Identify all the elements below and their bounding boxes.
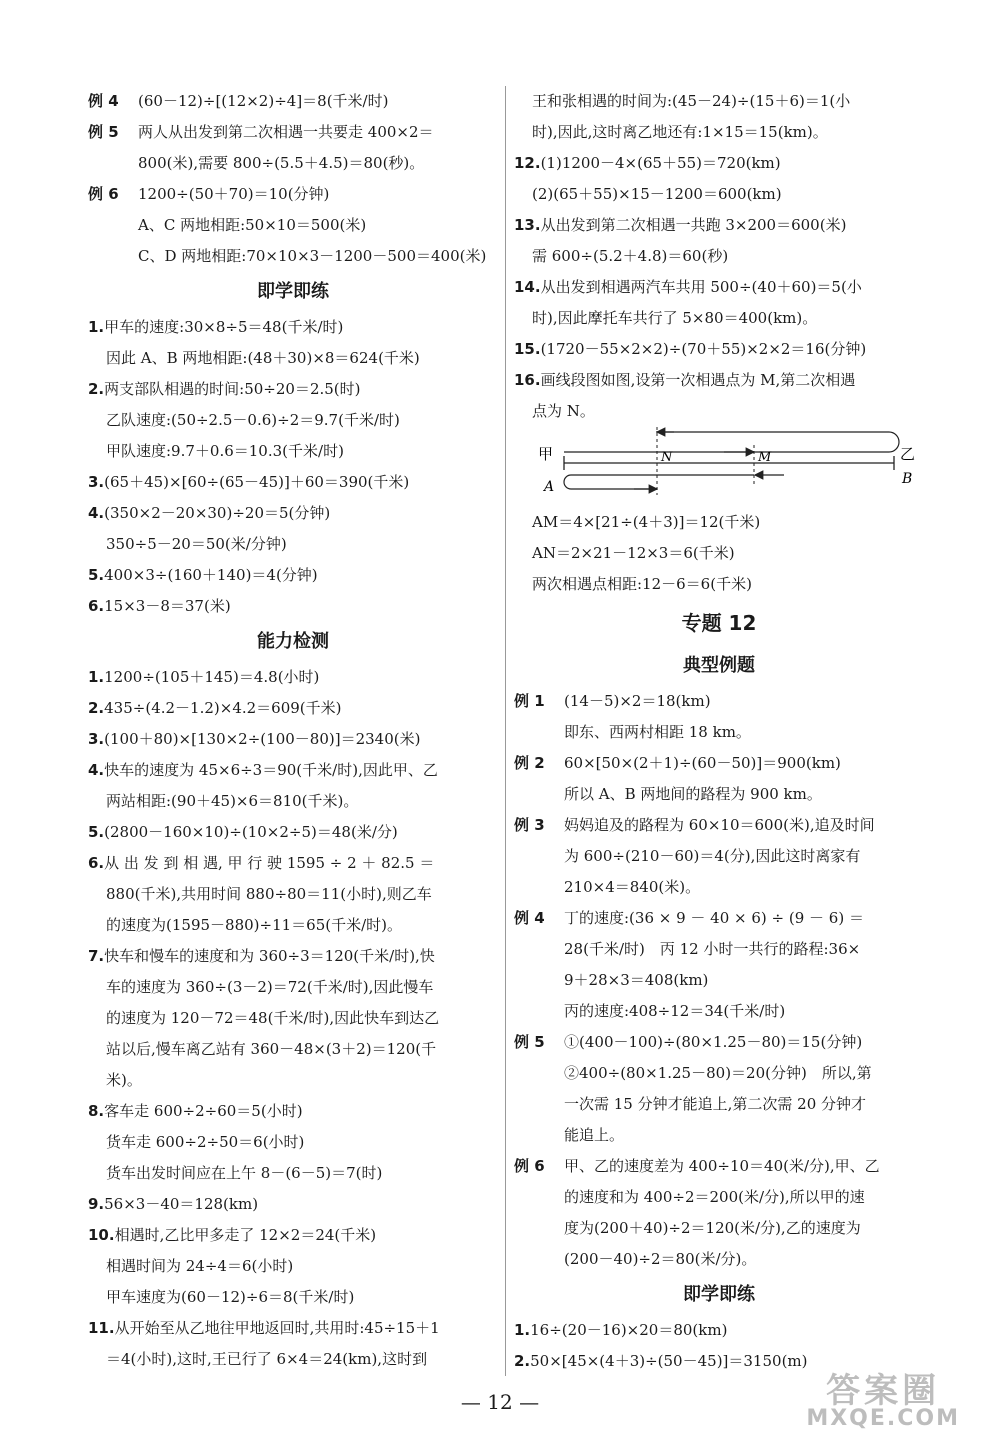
- topic-heading: 专题 12: [681, 611, 757, 635]
- label-a: A: [544, 479, 555, 495]
- watermark-text: 答案圈: [826, 1371, 941, 1411]
- text-line: 甲队速度:9.7＋0.6＝10.3(千米/时): [106, 442, 344, 460]
- item-number: 16.: [514, 371, 541, 389]
- text-line: 28(千米/时) 丙 12 小时一共行的路程:36×: [564, 940, 861, 958]
- answer-5: [88, 560, 498, 591]
- text: (60－12)÷[(12×2)÷4]＝8(千米/时): [138, 92, 389, 110]
- item-number: 7.: [88, 947, 105, 965]
- text-line: 货车走 600÷2÷50＝6(小时): [106, 1133, 305, 1151]
- text-line: 为 600÷(210－60)＝4(分),因此这时离家有: [564, 847, 861, 865]
- watermark-logo: [806, 1371, 960, 1431]
- text: (1720－55×2×2)÷(70＋55)×2×2＝16(分钟): [540, 340, 867, 358]
- item-number: 1.: [88, 668, 105, 686]
- example-label: 例 5: [514, 1033, 545, 1051]
- text-line: 甲车速度为(60－12)÷6＝8(千米/时): [106, 1288, 355, 1306]
- example-label: 例 6: [514, 1157, 545, 1175]
- text-line: 车的速度为 360÷(3－2)＝72(千米/时),因此慢车: [106, 978, 434, 996]
- example-6: [514, 1151, 924, 1182]
- text-line: 的速度为 120－72＝48(千米/时),因此快车到达乙: [106, 1009, 440, 1027]
- item-number: 10.: [88, 1226, 115, 1244]
- text-line: 货车出发时间应在上午 8－(6－5)＝7(时): [106, 1164, 383, 1182]
- example-label: 例 3: [514, 816, 545, 834]
- answer-14: [514, 272, 924, 303]
- example-5: [514, 1027, 924, 1058]
- example-2: [514, 748, 924, 779]
- item-number: 8.: [88, 1102, 105, 1120]
- text: (350×2－20×30)÷20＝5(分钟): [104, 504, 331, 522]
- item-number: 14.: [514, 278, 541, 296]
- answer-2: [88, 693, 498, 724]
- path-yi: [564, 432, 899, 452]
- item-number: 13.: [514, 216, 541, 234]
- item-number: 6.: [88, 597, 105, 615]
- text: 从开始至从乙地往甲地返回时,共用时:45÷15＋1: [114, 1319, 440, 1337]
- text-line: 时),因此,这时离乙地还有:1×15＝15(km)。: [532, 123, 828, 141]
- left-column: [88, 86, 498, 1375]
- text: 快车和慢车的速度和为 360÷3＝120(千米/时),快: [104, 947, 435, 965]
- example-4: [88, 86, 498, 117]
- answer-15: [514, 334, 924, 365]
- item-number: 2.: [88, 699, 105, 717]
- answer-1: [514, 1315, 924, 1346]
- label-b: B: [902, 471, 913, 487]
- answer-2: [88, 374, 498, 405]
- answer-3: [88, 724, 498, 755]
- item-number: 2.: [514, 1352, 531, 1370]
- item-number: 3.: [88, 730, 105, 748]
- text: 客车走 600÷2÷60＝5(小时): [104, 1102, 303, 1120]
- text-line: 米)。: [106, 1071, 142, 1089]
- page-number: — 12 —: [460, 1390, 540, 1414]
- answer-13: [514, 210, 924, 241]
- answer-8: [88, 1096, 498, 1127]
- text-line: 350÷5－20＝50(米/分钟): [106, 535, 287, 553]
- text: 1200÷(50＋70)＝10(分钟): [138, 185, 330, 203]
- item-number: 2.: [88, 380, 105, 398]
- example-label: 例 2: [514, 754, 545, 772]
- text-line: 点为 N。: [532, 402, 595, 420]
- text-line: 一次需 15 分钟才能追上,第二次需 20 分钟才: [564, 1095, 867, 1113]
- watermark-url: MXQE.COM: [806, 1406, 960, 1431]
- answer-6: [88, 848, 498, 879]
- item-number: 6.: [88, 854, 105, 872]
- answer-3: [88, 467, 498, 498]
- label-jia: 甲: [538, 445, 554, 463]
- text-line: 王和张相遇的时间为:(45－24)÷(15＋6)＝1(小: [532, 92, 851, 110]
- text: ①(400－100)÷(80×1.25－80)＝15(分钟): [564, 1033, 863, 1051]
- text: 435÷(4.2－1.2)×4.2＝609(千米): [104, 699, 342, 717]
- text: 50×[45×(4＋3)÷(50－45)]＝3150(m): [530, 1352, 808, 1370]
- text: 56×3－40＝128(km): [104, 1195, 259, 1213]
- text: (14－5)×2＝18(km): [564, 692, 711, 710]
- answer-12: [514, 148, 924, 179]
- text-line: ＝4(小时),这时,王已行了 6×4＝24(km),这时到: [106, 1350, 428, 1368]
- text-line: 相遇时间为 24÷4＝6(小时): [106, 1257, 294, 1275]
- answer-5: [88, 817, 498, 848]
- text-line: 度为(200＋40)÷2＝120(米/分),乙的速度为: [564, 1219, 861, 1237]
- text-line: 站以后,慢车离乙站有 360－48×(3＋2)＝120(千: [106, 1040, 437, 1058]
- answer-7: [88, 941, 498, 972]
- path-jia: [564, 475, 754, 489]
- text: 60×[50×(2＋1)÷(60－50)]＝900(km): [564, 754, 841, 772]
- text-line: 880(千米),共用时间 880÷80＝11(小时),则乙车: [106, 885, 432, 903]
- section-heading: 即学即练: [257, 281, 329, 302]
- item-number: 1.: [514, 1321, 531, 1339]
- text-line: 所以 A、B 两地间的路程为 900 km。: [564, 785, 822, 803]
- answer-4: [88, 498, 498, 529]
- label-n: N: [661, 450, 673, 465]
- example-4: [514, 903, 924, 934]
- text: 两支部队相遇的时间:50÷20＝2.5(时): [104, 380, 361, 398]
- text: 从出发到相遇两汽车共用 500÷(40＋60)＝5(小: [540, 278, 862, 296]
- line-segment-diagram: [514, 427, 924, 507]
- example-label: 例 5: [88, 123, 119, 141]
- text-line: AN＝2×21－12×3＝6(千米): [532, 544, 735, 562]
- text-line: 因此 A、B 两地相距:(48＋30)×8＝624(千米): [106, 349, 420, 367]
- text-line: 800(米),需要 800÷(5.5＋4.5)＝80(秒)。: [138, 154, 425, 172]
- text: 1200÷(105＋145)＝4.8(小时): [104, 668, 320, 686]
- section-heading: 能力检测: [257, 631, 329, 652]
- text-line: 210×4＝840(米)。: [564, 878, 701, 896]
- text-line: 需 600÷(5.2＋4.8)＝60(秒): [532, 247, 729, 265]
- answer-1: [88, 662, 498, 693]
- item-number: 12.: [514, 154, 541, 172]
- text: 快车的速度为 45×6÷3＝90(千米/时),因此甲、乙: [104, 761, 438, 779]
- column-divider: [505, 86, 506, 1376]
- example-6: [88, 179, 498, 210]
- item-number: 4.: [88, 504, 105, 522]
- text-line: 时),因此摩托车共行了 5×80＝400(km)。: [532, 309, 818, 327]
- item-number: 4.: [88, 761, 105, 779]
- item-number: 15.: [514, 340, 541, 358]
- text: 400×3÷(160＋140)＝4(分钟): [104, 566, 318, 584]
- item-number: 1.: [88, 318, 105, 336]
- text: (65＋45)×[60÷(65－45)]＋60＝390(千米): [104, 473, 410, 491]
- text-line: 的速度为(1595－880)÷11＝65(千米/时)。: [106, 916, 403, 934]
- text: 妈妈追及的路程为 60×10＝600(米),追及时间: [564, 816, 875, 834]
- item-number: 5.: [88, 823, 105, 841]
- text: 从 出 发 到 相 遇, 甲 行 驶 1595 ÷ 2 ＋ 82.5 ＝: [104, 854, 435, 872]
- segment-diagram-svg: [514, 427, 924, 507]
- item-number: 5.: [88, 566, 105, 584]
- answer-4: [88, 755, 498, 786]
- item-number: 9.: [88, 1195, 105, 1213]
- text: (100＋80)×[130×2÷(100－80)]＝2340(米): [104, 730, 421, 748]
- text-line: C、D 两地相距:70×10×3－1200－500＝400(米): [138, 247, 487, 265]
- text-line: ②400÷(80×1.25－80)＝20(分钟) 所以,第: [564, 1064, 872, 1082]
- example-label: 例 1: [514, 692, 545, 710]
- text: 从出发到第二次相遇一共跑 3×200＝600(米): [540, 216, 847, 234]
- text: 16÷(20－16)×20＝80(km): [530, 1321, 728, 1339]
- text: 丁的速度:(36 × 9 － 40 × 6) ÷ (9 － 6) ＝: [564, 909, 864, 927]
- text: 画线段图如图,设第一次相遇点为 M,第二次相遇: [540, 371, 856, 389]
- text-line: 的速度和为 400÷2＝200(米/分),所以甲的速: [564, 1188, 865, 1206]
- text: 相遇时,乙比甲多走了 12×2＝24(千米): [114, 1226, 377, 1244]
- example-label: 例 6: [88, 185, 119, 203]
- text-line: 丙的速度:408÷12＝34(千米/时): [564, 1002, 786, 1020]
- section-heading: 即学即练: [683, 1284, 755, 1305]
- text-line: (200－40)÷2＝80(米/分)。: [564, 1250, 757, 1268]
- text-line: 即东、西两村相距 18 km。: [564, 723, 751, 741]
- answer-10: [88, 1220, 498, 1251]
- answer-11: [88, 1313, 498, 1344]
- label-yi: 乙: [900, 445, 916, 463]
- text: 两人从出发到第二次相遇一共要走 400×2＝: [138, 123, 434, 141]
- example-1: [514, 686, 924, 717]
- answer-16: [514, 365, 924, 396]
- text-line: 两次相遇点相距:12－6＝6(千米): [532, 575, 752, 593]
- section-heading: 典型例题: [683, 655, 755, 676]
- text: (2800－160×10)÷(10×2÷5)＝48(米/分): [104, 823, 398, 841]
- text-line: 9＋28×3＝408(km): [564, 971, 709, 989]
- text-line: 乙队速度:(50÷2.5－0.6)÷2＝9.7(千米/时): [106, 411, 400, 429]
- label-m: M: [758, 450, 772, 465]
- example-3: [514, 810, 924, 841]
- answer-1: [88, 312, 498, 343]
- item-number: 3.: [88, 473, 105, 491]
- text: 甲、乙的速度差为 400÷10＝40(米/分),甲、乙: [564, 1157, 880, 1175]
- example-label: 例 4: [88, 92, 119, 110]
- text: (1)1200－4×(65＋55)＝720(km): [540, 154, 781, 172]
- text-line: 两站相距:(90＋45)×6＝810(千米)。: [106, 792, 359, 810]
- item-number: 11.: [88, 1319, 115, 1337]
- example-5: [88, 117, 498, 148]
- text-line: (2)(65＋55)×15－1200＝600(km): [532, 185, 782, 203]
- right-column: [514, 86, 924, 1377]
- text: 甲车的速度:30×8÷5＝48(千米/时): [104, 318, 344, 336]
- answer-6: [88, 591, 498, 622]
- text-line: AM＝4×[21÷(4＋3)]＝12(千米): [532, 513, 761, 531]
- text-line: A、C 两地相距:50×10＝500(米): [138, 216, 367, 234]
- answer-9: [88, 1189, 498, 1220]
- example-label: 例 4: [514, 909, 545, 927]
- text-line: 能追上。: [564, 1126, 625, 1144]
- text: 15×3－8＝37(米): [104, 597, 231, 615]
